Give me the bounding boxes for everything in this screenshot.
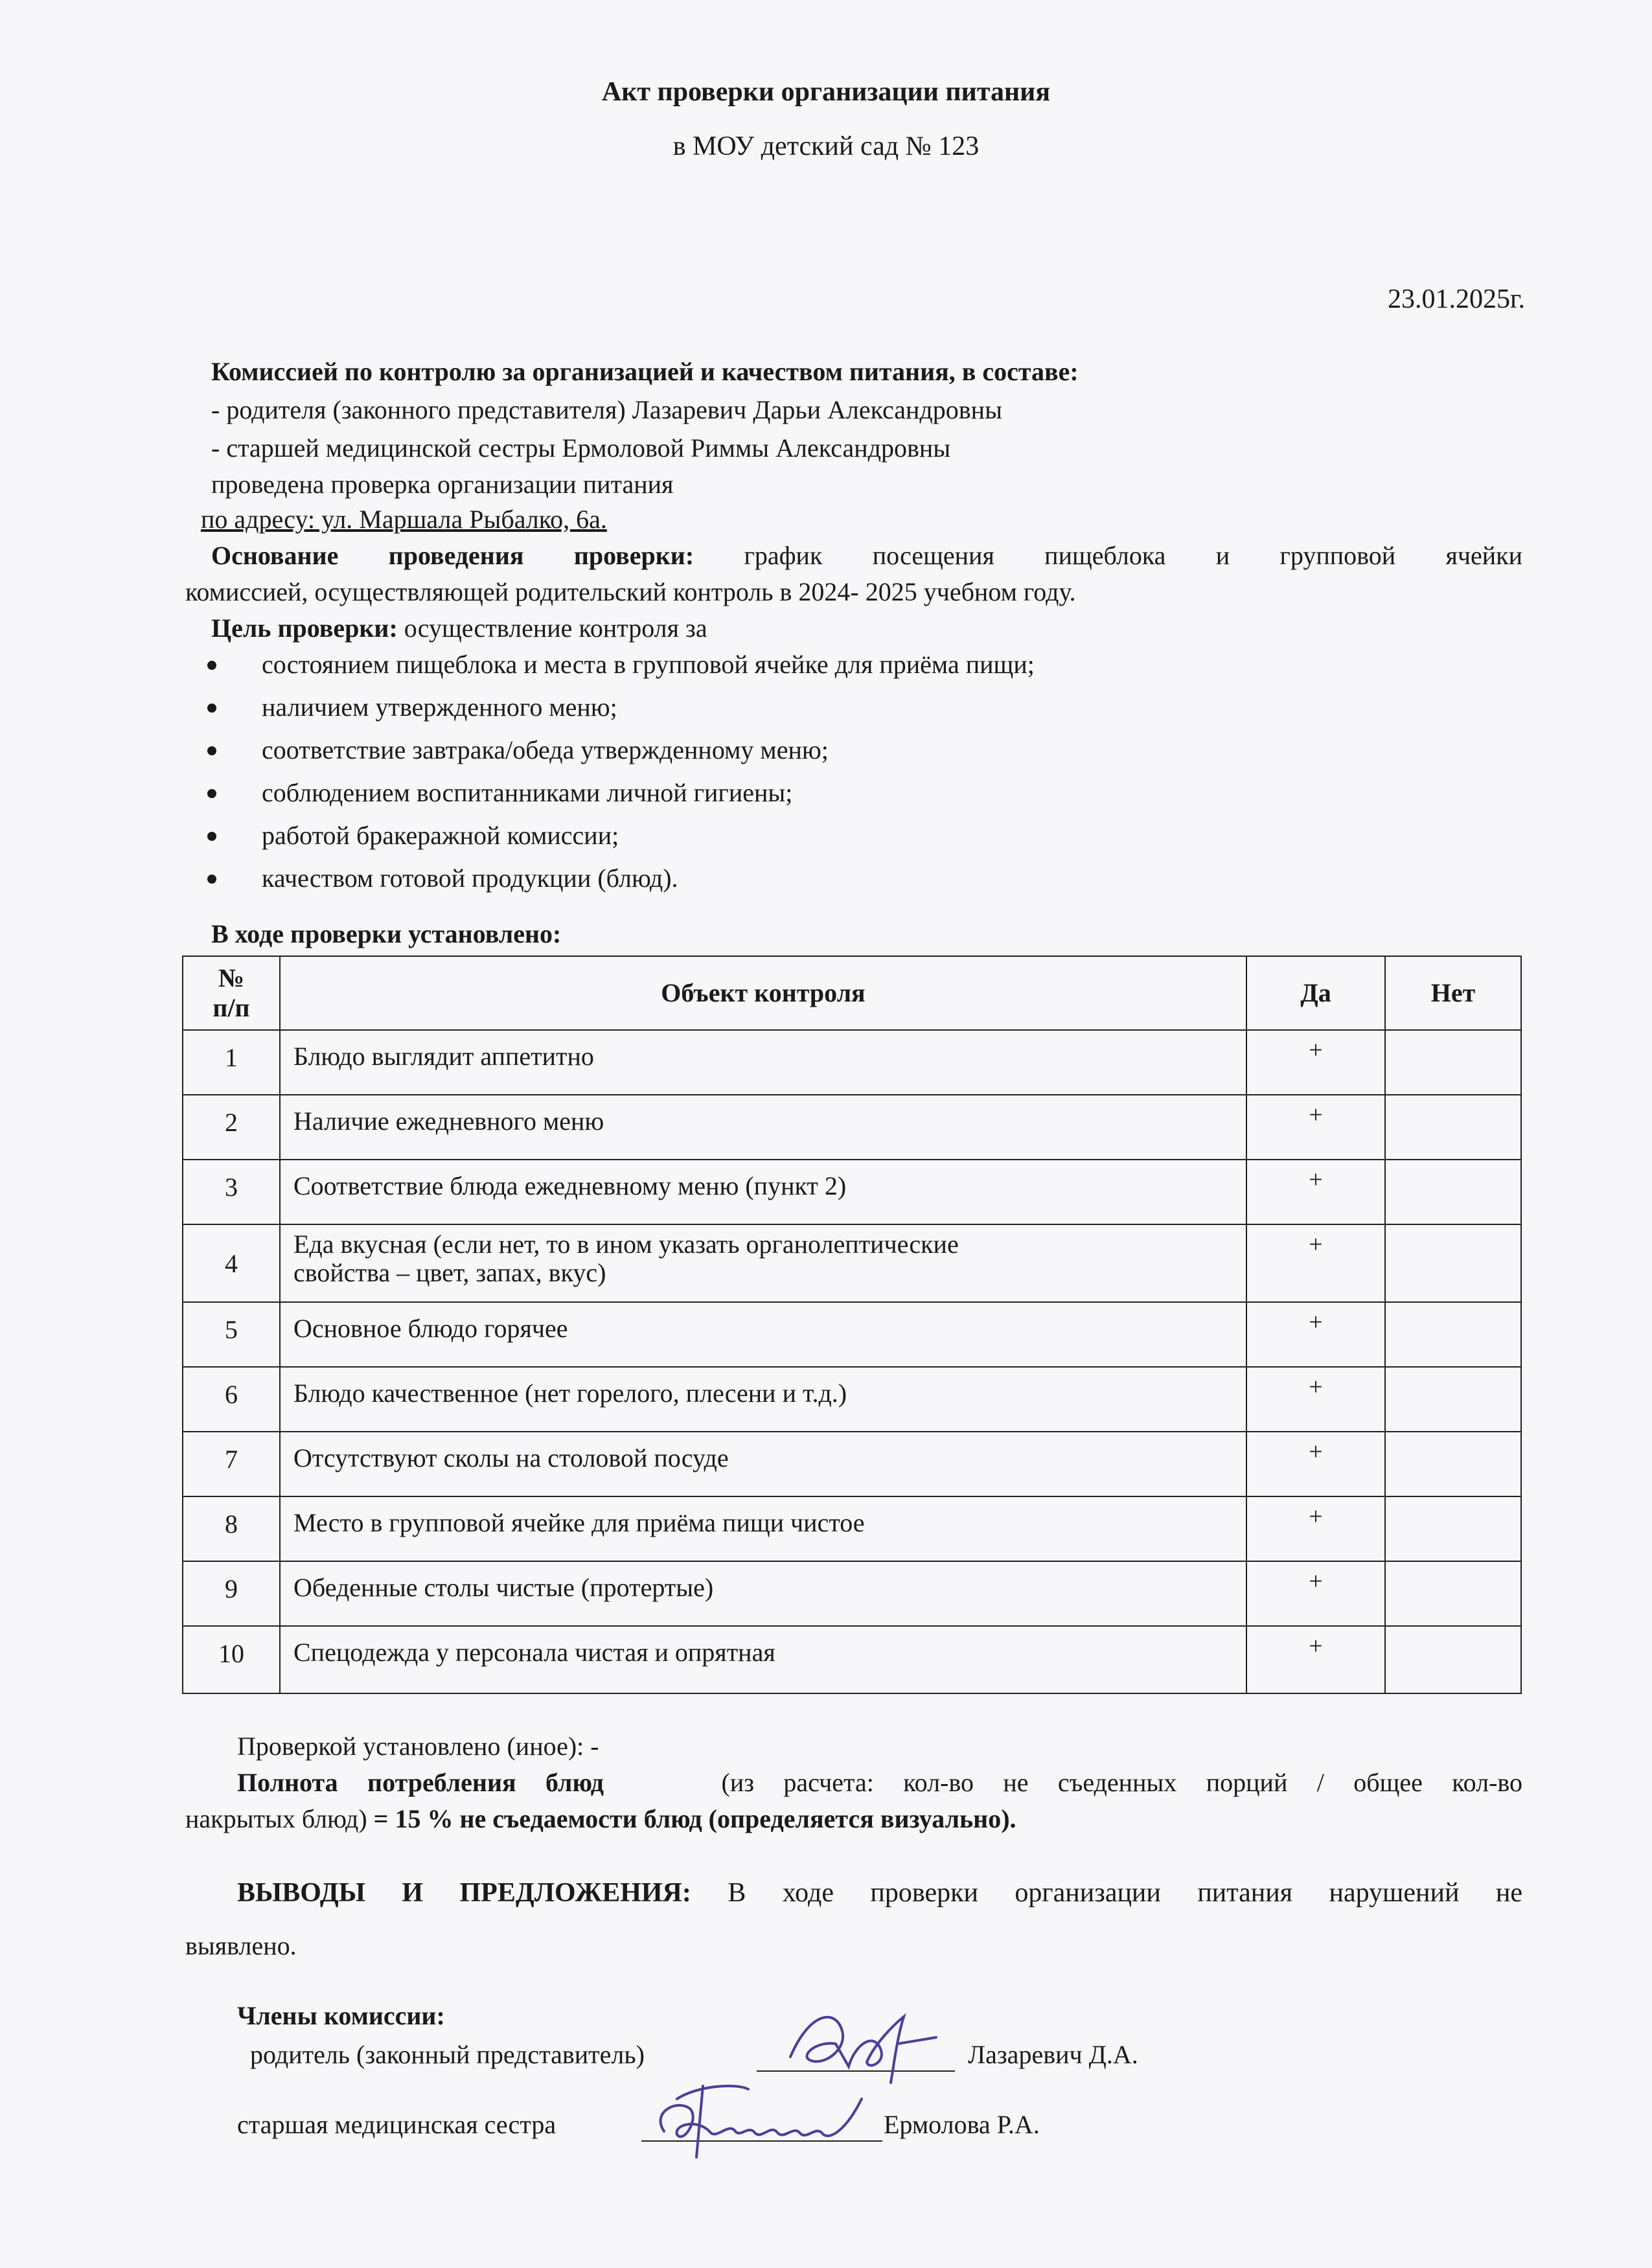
findings-label: В ходе проверки установлено: bbox=[211, 919, 562, 948]
table-row: 4 Еда вкусная (если нет, то в ином указать органолептические свойства – цвет, запах, вкус) + bbox=[183, 1224, 1521, 1302]
goal-line bbox=[211, 613, 707, 644]
document-subtitle: в МОУ детский сад № 123 bbox=[672, 132, 980, 161]
bullet-icon bbox=[207, 789, 216, 798]
basis-text-1: график посещения пищеблока и групповой ячейки bbox=[744, 541, 1523, 570]
list-item: соблюдением воспитанниками личной гигиены; bbox=[194, 777, 1035, 820]
goal-label: Цель проверки: bbox=[211, 613, 398, 643]
table-row: 10 Спецодежда у персонала чистая и опрятная + bbox=[183, 1626, 1521, 1693]
commission-member-1: - родителя (законного представителя) Лазаревич Дарьи Александровны bbox=[211, 395, 1002, 424]
header-object: Объект контроля bbox=[280, 956, 1246, 1030]
header-no: Нет bbox=[1385, 956, 1521, 1030]
list-item: качеством готовой продукции (блюд). bbox=[194, 863, 1035, 906]
signer-role-1: родитель (законный представитель) bbox=[250, 2040, 645, 2069]
header-yes: Да bbox=[1246, 956, 1385, 1030]
table-row: 6 Блюдо качественное (нет горелого, плесени и т.д.) + bbox=[183, 1367, 1521, 1432]
table-row: 9 Обеденные столы чистые (протертые) + bbox=[183, 1561, 1521, 1626]
table-row: 7 Отсутствуют сколы на столовой посуде + bbox=[183, 1432, 1521, 1496]
list-item: наличием утвержденного меню; bbox=[194, 692, 1035, 735]
table-row: 3 Соответствие блюда ежедневному меню (пункт 2) + bbox=[183, 1160, 1521, 1224]
conclusions-line-1 bbox=[237, 1877, 1522, 1940]
table-header-row bbox=[183, 956, 1521, 1030]
table-row: 8 Место в групповой ячейке для приёма пищи чистое + bbox=[183, 1496, 1521, 1561]
document-date: 23.01.2025г. bbox=[1388, 284, 1525, 314]
basis-line-2: комиссией, осуществляющей родительский контроль в 2024- 2025 учебном году. bbox=[185, 577, 1076, 606]
table-row: 5 Основное блюдо горячее + bbox=[183, 1302, 1521, 1367]
consumption-label: Полнота потребления блюд bbox=[237, 1768, 604, 1797]
control-table bbox=[182, 956, 1522, 1694]
conclusions-text-1: В ходе проверки организации питания нарушений не bbox=[728, 1878, 1523, 1908]
check-line: проведена проверка организации питания bbox=[211, 470, 674, 499]
bullet-icon bbox=[207, 832, 216, 841]
signatures-heading: Члены комиссии: bbox=[237, 2001, 445, 2030]
bullet-icon bbox=[207, 661, 216, 670]
table-row: 1 Блюдо выглядит аппетитно + bbox=[183, 1030, 1521, 1095]
goal-text: осуществление контроля за bbox=[404, 613, 707, 643]
conclusions-line-2: выявлено. bbox=[185, 1931, 297, 1960]
document-title: Акт проверки организации питания bbox=[601, 77, 1051, 107]
conclusions-label: ВЫВОДЫ И ПРЕДЛОЖЕНИЯ: bbox=[237, 1878, 691, 1908]
bullet-icon bbox=[207, 704, 216, 713]
header-num: № п/п bbox=[183, 956, 280, 1030]
consumption-text-1: (из расчета: кол-во не съеденных порций / общее кол-во bbox=[721, 1768, 1523, 1797]
signer-name-1: Лазаревич Д.А. bbox=[968, 2040, 1138, 2069]
commission-member-2: - старшей медицинской сестры Ермоловой Риммы Александровны bbox=[211, 433, 951, 463]
signature-2-icon bbox=[638, 2073, 897, 2164]
goal-list bbox=[194, 649, 1035, 906]
other-findings: Проверкой установлено (иное): - bbox=[237, 1732, 599, 1761]
check-address: по адресу: ул. Маршала Рыбалко, 6а. bbox=[201, 505, 607, 534]
basis-label: Основание проведения проверки: bbox=[211, 541, 694, 570]
signer-role-2: старшая медицинская сестра bbox=[237, 2110, 556, 2139]
consumption-line-2: накрытых блюд) = 15 % не съедаемости блюд (определяется визуально). bbox=[185, 1804, 1016, 1833]
bullet-icon bbox=[207, 746, 216, 755]
list-item: состоянием пищеблока и места в групповой ячейке для приёма пищи; bbox=[194, 649, 1035, 692]
list-item: работой бракеражной комиссии; bbox=[194, 820, 1035, 863]
signer-name-2: Ермолова Р.А. bbox=[884, 2110, 1040, 2139]
bullet-icon bbox=[207, 875, 216, 884]
commission-heading: Комиссией по контролю за организацией и качеством питания, в составе: bbox=[211, 357, 1079, 386]
table-row: 2 Наличие ежедневного меню + bbox=[183, 1095, 1521, 1160]
list-item: соответствие завтрака/обеда утвержденному меню; bbox=[194, 735, 1035, 777]
